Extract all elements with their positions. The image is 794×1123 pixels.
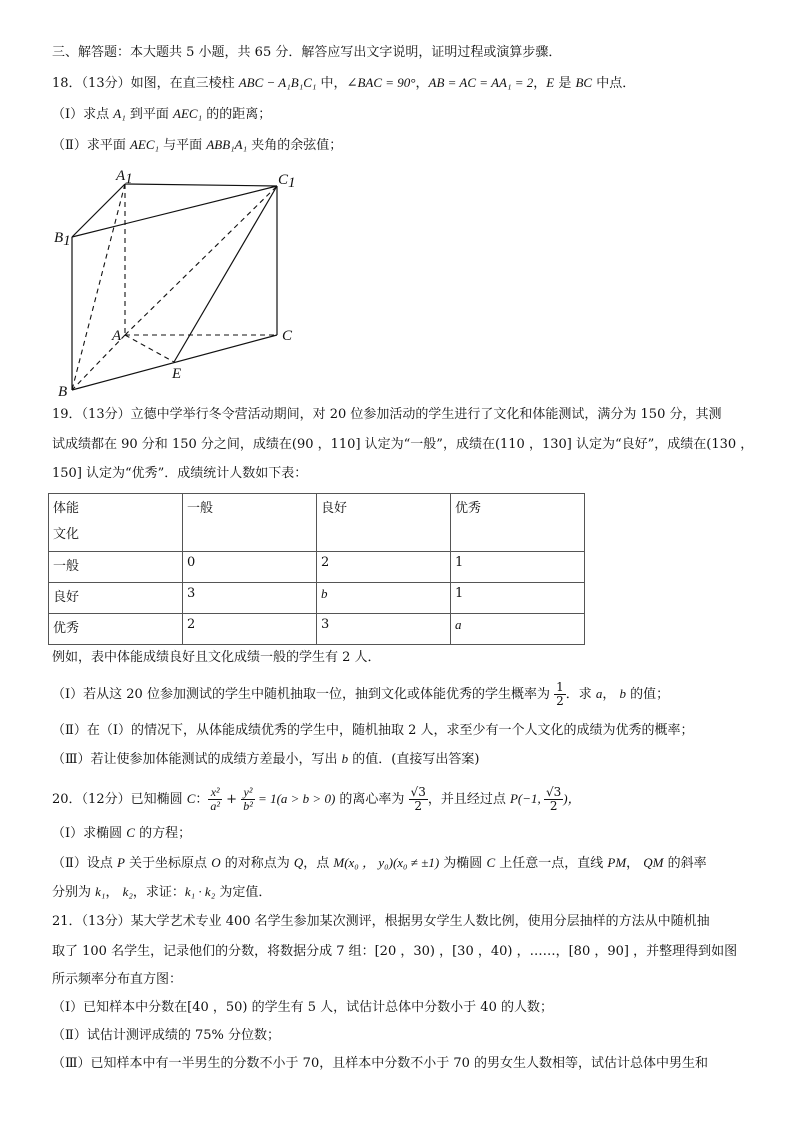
section-header: 三、解答题：本大题共 5 小题，共 65 分．解答应写出文字说明，证明过程或演算步骤． — [52, 45, 562, 60]
q21-line1: 21．（13分）某大学艺术专业 400 名学生参加某次测评，根据男女学生人数比例，使用分层抽样的方法从中随机抽 — [52, 914, 710, 929]
q19-part3: （Ⅲ）若让使参加体能测试的成绩方差最小，写出 b 的值．(直接写出答案) — [52, 751, 480, 767]
label-a: A — [112, 328, 122, 344]
edge-a-c1 — [125, 186, 277, 335]
table-cell: a — [451, 614, 585, 645]
table-cell: 2 — [317, 552, 451, 583]
table-row-label: 优秀 — [49, 614, 183, 645]
q20-part1: （Ⅰ）求椭圆 C 的方程； — [52, 825, 192, 841]
q18-part1: （Ⅰ）求点 A₁ 到平面 AEC₁ 的的距离； — [52, 106, 272, 122]
table-cell: 1 — [451, 552, 585, 583]
table-corner-cell: 体能 文化 — [49, 494, 183, 552]
table-cell: b — [317, 583, 451, 614]
table-row — [49, 614, 585, 645]
table-row — [49, 552, 585, 583]
table-header-row — [49, 494, 585, 552]
edge-a1-c1 — [125, 184, 277, 186]
edge-c1-e — [174, 186, 277, 362]
table-cell: 0 — [183, 552, 317, 583]
table-cell: 2 — [183, 614, 317, 645]
fraction-y2-b2: $\frac{\text{y²}}{\text{b²}}$ — [243, 785, 253, 813]
q21-part2: （Ⅱ）试估计测评成绩的 75% 分位数； — [52, 1028, 280, 1043]
prism-figure — [52, 170, 312, 400]
table-cell: 1 — [451, 583, 585, 614]
q21-line2: 取了 100 名学生，记录他们的分数，将数据分成 7 组：[20 ，30) ，[30 ，40) ，……，[80 ，90] ，并整理得到如图 — [52, 944, 738, 959]
fraction-x2-a2: $\frac{\text{x²}}{\text{a²}}$ — [210, 785, 221, 813]
q20-part2-line1: （Ⅱ）设点 P 关于坐标原点 O 的对称点为 Q，点 M(x₀ ， y₀)(x₀ ≠ ±1) 为椭圆 C 上任意一点，直线 PM， QM 的斜率 — [52, 855, 707, 871]
label-c: C — [282, 328, 293, 344]
label-c1: C1 — [278, 172, 296, 191]
table-col-header: 一般 — [183, 494, 317, 552]
q19-part2: （Ⅱ）在（Ⅰ）的情况下，从体能成绩优秀的学生中，随机抽取 2 人，求至少有一个人文化的成绩为优秀的概率； — [52, 723, 694, 738]
table-col-header: 优秀 — [451, 494, 585, 552]
q19-line1: 19．（13分）立德中学举行冬令营活动期间，对 20 位参加活动的学生进行了文化和体能测试，满分为 150 分，其测 — [52, 407, 722, 422]
table-cell: 3 — [317, 614, 451, 645]
label-a1: A1 — [116, 170, 133, 187]
q21-part3: （Ⅲ）已知样本中有一半男生的分数不小于 70，且样本中分数不小于 70 的男女生人数相等，试估计总体中男生和 — [52, 1056, 709, 1071]
edge-a1-b1 — [72, 184, 125, 237]
edge-a1-b — [72, 184, 125, 390]
table-cell: 3 — [183, 583, 317, 614]
table-row-label: 一般 — [49, 552, 183, 583]
label-b: B — [58, 384, 68, 400]
q20-part2-line2: 分别为 k₁， k₂，求证：k₁ · k₂ 为定值． — [52, 884, 272, 900]
q18-stem: 18．（13分）如图，在直三棱柱 ABC − A₁B₁C₁ 中，∠BAC = 90°，AB = AC = AA₁ = 2，E 是 BC 中点． — [52, 75, 636, 91]
q19-line2: 试成绩都在 90 分和 150 分之间，成绩在(90 ，110] 认定为“一般”，成绩在(110 ，130] 认定为“良好”，成绩在(130 ， — [52, 437, 754, 452]
q21-line3: 所示频率分布直方图： — [52, 972, 183, 987]
table-col-header: 良好 — [317, 494, 451, 552]
label-b1: B1 — [54, 230, 71, 249]
fraction-point-y: $\frac{√3}{2}$ — [546, 785, 562, 813]
table-row — [49, 583, 585, 614]
edge-b1-c1 — [72, 186, 277, 237]
fraction-one-half: $\frac{1}{2}$ — [556, 680, 564, 708]
q19-example: 例如，表中体能成绩良好且文化成绩一般的学生有 2 人． — [52, 650, 381, 665]
table-row-label: 良好 — [49, 583, 183, 614]
q19-part1: （Ⅰ）若从这 20 位参加测试的学生中随机抽取一位，抽到文化或体能优秀的学生概率为 $\frac{1}{2}$ ．求 a， b 的值； — [52, 680, 670, 708]
q18-part2: （Ⅱ）求平面 AEC₁ 与平面 ABB₁A₁ 夹角的余弦值； — [52, 137, 343, 153]
label-e: E — [172, 366, 182, 382]
score-table — [48, 493, 585, 645]
q20-stem: 20．（12分）已知椭圆 C： $\frac{\text{x²}}{\text{a²}}$ + $\frac{\text{y²}}{\text{b²}}$ = 1(a > b > 0) 的离心率为 $\frac{√3}{2}$ ，并且经过点 P(−1, $\frac{√3}{2}$ )， — [52, 785, 581, 813]
q19-line3: 150] 认定为“优秀”．成绩统计人数如下表： — [52, 466, 308, 481]
fraction-eccentricity: $\frac{√3}{2}$ — [410, 785, 426, 813]
q21-part1: （Ⅰ）已知样本中分数在[40 ，50) 的学生有 5 人，试估计总体中分数小于 40 的人数； — [52, 1000, 553, 1015]
edge-a-e — [125, 335, 174, 362]
